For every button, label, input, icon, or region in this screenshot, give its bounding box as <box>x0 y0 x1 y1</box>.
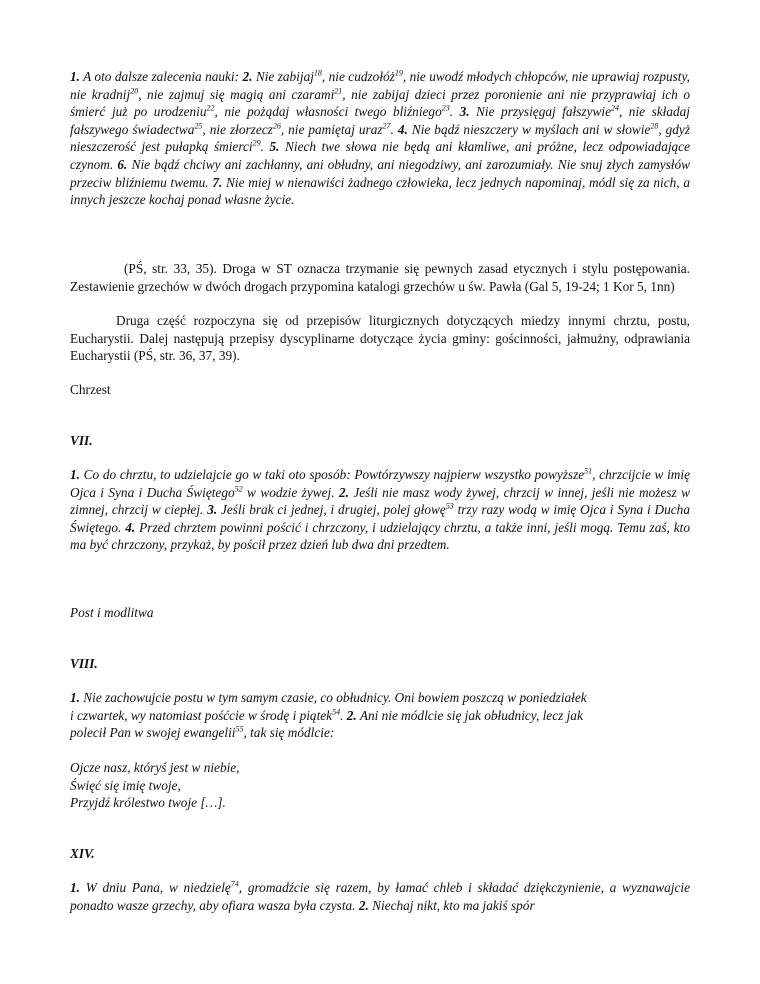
footnote-ref: 55 <box>235 724 244 734</box>
verse-number: 1. <box>70 467 80 482</box>
chapter-passage: 1. W dniu Pana, w niedzielę$^{74}$, gromadźcie się razem, by łamać chleb i składać dziękczynienie, a wyznawajcie ponadto wasze grzechy, aby ofiara wasza była czysta. 2. Niechaj nikt, kto ma jakiś spór <box>70 879 690 913</box>
chapter-heading: XIV. <box>70 846 95 861</box>
section-label: Chrzest <box>70 382 111 397</box>
verse-number: 5. <box>269 139 280 155</box>
commentary-paragraph: Druga część rozpoczyna się od przepisów liturgicznych dotyczących miedzy innymi chrztu, postu, Eucharystii. Dalej następują przepisy dyscyplinarne dotyczące życia gminy: gościnności, jałmużny, odprawiania Eucharystii (PŚ, str. 36, 37, 39). <box>70 313 690 364</box>
chapter-heading: VIII. <box>70 656 98 671</box>
footnote-ref: 52 <box>234 484 243 494</box>
prayer-line: Święć się imię twoje, <box>70 777 181 793</box>
verse-number: 4. <box>125 519 136 535</box>
verse-number: 3. <box>207 502 218 518</box>
footnote-ref: 54 <box>332 707 341 717</box>
verse-number: 2. <box>242 69 253 84</box>
chapter-passage: 1. Co do chrztu, to udzielajcie go w taki oto sposób: Powtórzywszy najpierw wszystko powyższe$^{51}$, chrzcijcie w imię Ojca i Syna i Ducha Świętego$^{52}$ w wodzie żywej. 2. Jeśli nie masz wody żywej, chrzcij w innej, jeśli nie możesz w zimnej, chrzcij w ciepłej. 3. Jeśli brak ci jednej, i drugiej, polej głowę$^{53}$ trzy razy wodą w imię Ojca i Syna i Ducha Świętego. 4. Przed chrztem powinni pościć i chrzczony, i udzielający chrztu, a także inni, jeśli mogą. Temu zaś, kto ma być chrzczony, przykaż, by pościł przez dzień lub dwa dni przedtem. <box>70 466 691 553</box>
verse-number: 2. <box>358 897 369 913</box>
footnote-ref: 28 <box>650 121 659 131</box>
footnote-ref: 27 <box>382 121 391 131</box>
verse-number: 1. <box>70 880 80 895</box>
chapter-passage: 1. Nie zachowujcie postu w tym samym czasie, co obłudnicy. Oni bowiem poszczą w poniedziałek i czwartek, wy natomiast pośćcie w środę i piątek$^{54}$. 2. Ani nie módlcie się jak obłudnicy, lecz jak polecił Pan w swojej ewangelii$^{55}$, tak się módlcie: <box>70 690 587 741</box>
verse-number: 2. <box>346 707 357 723</box>
footnote-ref: 21 <box>334 86 343 96</box>
prayer-line: Ojcze nasz, któryś jest w niebie, <box>70 760 240 775</box>
footnote-ref: 22 <box>206 103 215 113</box>
verse-number: 7. <box>212 174 223 190</box>
verse-number: 2. <box>338 484 349 500</box>
chapter-heading: VII. <box>70 433 93 448</box>
footnote-ref: 20 <box>130 86 139 96</box>
footnote-ref: 24 <box>610 103 619 113</box>
verse-number: 1. <box>70 69 80 84</box>
footnote-ref: 29 <box>252 138 261 148</box>
section-label: Post i modlitwa <box>70 605 154 620</box>
footnote-ref: 18 <box>313 68 322 78</box>
footnote-ref: 26 <box>272 121 281 131</box>
footnote-ref: 53 <box>445 501 454 511</box>
prayer-line: Przyjdź królestwo twoje […]. <box>70 795 226 811</box>
footnote-ref: 19 <box>394 68 403 78</box>
verse-number: 3. <box>459 104 470 120</box>
verse-number: 6. <box>117 156 128 172</box>
footnote-ref: 51 <box>584 466 593 476</box>
footnote-ref: 74 <box>230 879 239 889</box>
verse-number: 4. <box>397 121 408 137</box>
didache-passage: 1. A oto dalsze zalecenia nauki: 2. Nie zabijaj$^{18}$, nie cudzołóż$^{19}$, nie uwodź młodych chłopców, nie uprawiaj rozpusty, nie kradnij$^{20}$, nie zajmuj się magią ani czarami$^{21}$, nie zabijaj dzieci przez poronienie ani nie przyprawiaj ich o śmierć już po urodzeniu$^{22}$, nie pożądaj własności twego bliźniego$^{23}$. 3. Nie przysięgaj fałszywie$^{24}$, nie składaj fałszywego świadectwa$^{25}$, nie złorzecz$^{26}$, nie pamiętaj uraz$^{27}$. 4. Nie bądź nieszczery w myślach ani w słowie$^{28}$, gdyż nieszczerość jest pułapką śmierci$^{29}$. 5. Niech twe słowa nie będą ani kłamliwe, ani próżne, lecz odpowiadające czynom. 6. Nie bądź chciwy ani zachłanny, ani obłudny, ani niegodziwy, ani zarozumiały. Nie snuj złych zamysłów przeciw bliźniemu twemu. 7. Nie miej w nienawiści żadnego człowieka, lecz jednych napominaj, módl się za nich, a innych jeszcze kochaj ponad własne życie. <box>70 68 691 208</box>
footnote-ref: 25 <box>194 121 203 131</box>
verse-number: 1. <box>70 690 80 705</box>
footnote-ref: 23 <box>441 103 450 113</box>
commentary-paragraph: (PŚ, str. 33, 35). Droga w ST oznacza trzymanie się pewnych zasad etycznych i stylu postępowania. Zestawienie grzechów w dwóch drogach przypomina katalogi grzechów u św. Pawła (Gal 5, 19-24; 1 Kor 5, 1nn) <box>70 261 690 294</box>
prayer-quote <box>70 759 690 812</box>
